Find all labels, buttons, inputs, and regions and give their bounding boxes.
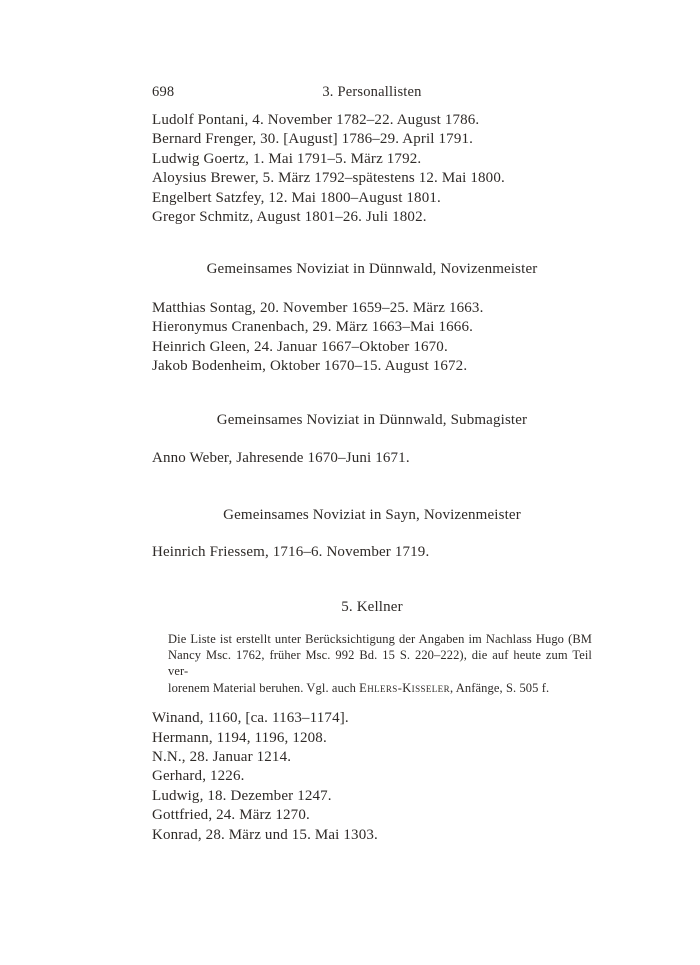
entry-line: Hieronymus Cranenbach, 29. März 1663–Mai 1666. xyxy=(152,319,473,336)
entry-line: N.N., 28. Januar 1214. xyxy=(152,748,292,765)
entry-line: Gregor Schmitz, August 1801–26. Juli 1802. xyxy=(152,209,427,226)
kellner-list xyxy=(152,709,592,845)
entry-line: Hermann, 1194, 1196, 1208. xyxy=(152,729,327,746)
entry-line: Konrad, 28. März und 15. Mai 1303. xyxy=(152,826,378,843)
entry-line: Engelbert Satzfey, 12. Mai 1800–August 1801. xyxy=(152,189,441,206)
note-text-pre: lorenem Material beruhen. Vgl. auch xyxy=(168,680,360,695)
prior-office-list xyxy=(152,111,592,227)
entry-line: Ludwig, 18. Dezember 1247. xyxy=(152,787,332,804)
author-smallcaps: Ehlers-Kisseler xyxy=(359,680,450,695)
entry-line: Aloysius Brewer, 5. März 1792–spätestens 12. Mai 1800. xyxy=(152,170,505,187)
entry-line: Heinrich Gleen, 24. Januar 1667–Oktober 1670. xyxy=(152,338,448,355)
note-line: Nancy Msc. 1762, früher Msc. 992 Bd. 15 S. 220–222), die auf heute zum Teil ver- xyxy=(168,647,592,679)
page-number: 698 xyxy=(152,84,175,100)
sayn-novizenmeister-list xyxy=(152,543,592,562)
note-text-post: , Anfänge, S. 505 f. xyxy=(450,680,550,695)
entry-line: Winand, 1160, [ca. 1163–1174]. xyxy=(152,710,349,727)
page-header xyxy=(152,83,592,102)
duennwald-novizenmeister-list xyxy=(152,299,592,377)
entry-line: Ludolf Pontani, 4. November 1782–22. August 1786. xyxy=(152,112,480,128)
entry-line: Bernard Frenger, 30. [August] 1786–29. April 1791. xyxy=(152,131,474,148)
running-title: 3. Personallisten xyxy=(322,84,422,100)
entry-line: Matthias Sontag, 20. November 1659–25. März 1663. xyxy=(152,299,484,316)
entry-line: Heinrich Friessem, 1716–6. November 1719. xyxy=(152,543,430,560)
duennwald-submagister-list xyxy=(152,449,592,468)
entry-line: Ludwig Goertz, 1. Mai 1791–5. März 1792. xyxy=(152,150,422,167)
section-heading-kellner: 5. Kellner xyxy=(341,599,403,616)
section-heading-sayn-novizenmeister: Gemeinsames Noviziat in Sayn, Novizenmeister xyxy=(223,507,521,524)
note-line: Die Liste ist erstellt unter Berücksichtigung der Angaben im Nachlass Hugo (BM xyxy=(168,631,592,646)
entry-line: Anno Weber, Jahresende 1670–Juni 1671. xyxy=(152,449,410,466)
section-heading-duennwald-novizenmeister: Gemeinsames Noviziat in Dünnwald, Novizenmeister xyxy=(206,261,538,278)
note-line xyxy=(168,680,592,696)
entry-line: Jakob Bodenheim, Oktober 1670–15. August 1672. xyxy=(152,358,468,375)
section-heading-duennwald-submagister: Gemeinsames Noviziat in Dünnwald, Submagister xyxy=(216,412,528,429)
entry-line: Gottfried, 24. März 1270. xyxy=(152,807,310,824)
entry-line: Gerhard, 1226. xyxy=(152,768,245,785)
kellner-source-note xyxy=(168,631,592,697)
text-column xyxy=(152,83,592,845)
